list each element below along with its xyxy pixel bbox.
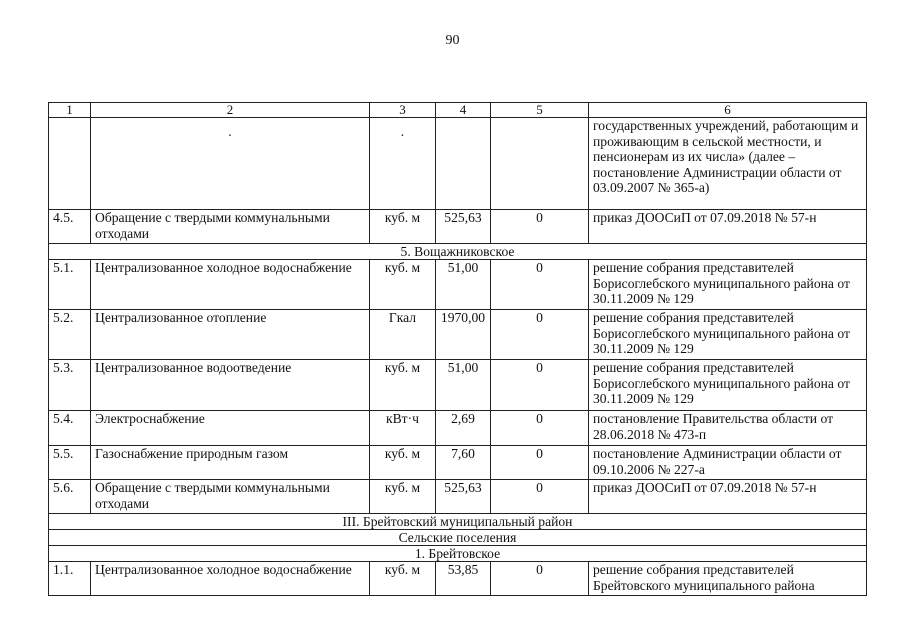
cell-value: 51,00 [436, 360, 491, 411]
table-row [49, 360, 867, 411]
cell-num: 5.6. [49, 480, 91, 514]
tariff-table [48, 102, 867, 596]
cell-value: 2,69 [436, 411, 491, 446]
cell-basis: государственных учреждений, работающим и проживающим в сельской местности, и пенсионерам из их числа» (далее – постановление Администрации области от 03.09.2007 № 365-а) [589, 118, 867, 210]
cell-num: 5.1. [49, 260, 91, 310]
section-title: 5. Вощажниковское [49, 244, 867, 260]
cell-col5 [491, 118, 589, 210]
cell-num: 5.2. [49, 310, 91, 360]
cell-unit: куб. м [370, 360, 436, 411]
section-title: Сельские поселения [49, 530, 867, 546]
cell-basis: решение собрания представителей Борисоглебского муниципального района от 30.11.2009 № 129 [589, 360, 867, 411]
cell-basis: постановление Правительства области от 28.06.2018 № 473-п [589, 411, 867, 446]
table-row [49, 210, 867, 244]
page-number: 90 [445, 33, 460, 48]
table-row [49, 260, 867, 310]
cell-col5: 0 [491, 446, 589, 480]
cell-num: 4.5. [49, 210, 91, 244]
stray-mark: . [228, 124, 232, 139]
cell-unit: куб. м [370, 260, 436, 310]
cell-col5: 0 [491, 480, 589, 514]
cell-basis: решение собрания представителей Борисоглебского муниципального района от 30.11.2009 № 129 [589, 260, 867, 310]
cell-num: 5.3. [49, 360, 91, 411]
cell-service: Обращение с твердыми коммунальными отходами [91, 210, 370, 244]
cell-service: Обращение с твердыми коммунальными отходами [91, 480, 370, 514]
header-cell: 1 [49, 103, 91, 118]
stray-mark: . [400, 124, 405, 139]
section-row [49, 546, 867, 562]
cell-service: Газоснабжение природным газом [91, 446, 370, 480]
cell-basis: решение собрания представителей Брейтовского муниципального района [589, 562, 867, 596]
cell-service: Централизованное отопление [91, 310, 370, 360]
header-cell: 6 [589, 103, 867, 118]
cell-unit: куб. м [370, 210, 436, 244]
cell-basis: приказ ДООСиП от 07.09.2018 № 57-н [589, 210, 867, 244]
section-row [49, 244, 867, 260]
cell-basis: приказ ДООСиП от 07.09.2018 № 57-н [589, 480, 867, 514]
cell-value: 1970,00 [436, 310, 491, 360]
table-row [49, 411, 867, 446]
cell-value [436, 118, 491, 210]
header-cell: 4 [436, 103, 491, 118]
cell-basis: решение собрания представителей Борисоглебского муниципального района от 30.11.2009 № 129 [589, 310, 867, 360]
cell-unit: куб. м [370, 480, 436, 514]
section-title: III. Брейтовский муниципальный район [49, 514, 867, 530]
cell-num [49, 118, 91, 210]
section-row [49, 514, 867, 530]
cell-num: 5.5. [49, 446, 91, 480]
header-cell: 3 [370, 103, 436, 118]
cell-unit: куб. м [370, 446, 436, 480]
cell-service: Электроснабжение [91, 411, 370, 446]
table-row-continuation [49, 118, 867, 210]
table-row [49, 562, 867, 596]
header-cell: 2 [91, 103, 370, 118]
cell-num: 1.1. [49, 562, 91, 596]
cell-basis: постановление Администрации области от 09.10.2006 № 227-а [589, 446, 867, 480]
cell-unit: кВт·ч [370, 411, 436, 446]
table-row [49, 480, 867, 514]
cell-unit: Гкал [370, 310, 436, 360]
cell-value: 7,60 [436, 446, 491, 480]
cell-col5: 0 [491, 411, 589, 446]
cell-col5: 0 [491, 310, 589, 360]
cell-num: 5.4. [49, 411, 91, 446]
cell-service [91, 118, 370, 210]
table-row [49, 446, 867, 480]
cell-value: 525,63 [436, 210, 491, 244]
table-header-row [49, 103, 867, 118]
header-cell: 5 [491, 103, 589, 118]
section-row [49, 530, 867, 546]
cell-col5: 0 [491, 562, 589, 596]
cell-service: Централизованное водоотведение [91, 360, 370, 411]
cell-value: 51,00 [436, 260, 491, 310]
section-title: 1. Брейтовское [49, 546, 867, 562]
table-row [49, 310, 867, 360]
cell-unit: куб. м [370, 562, 436, 596]
cell-service: Централизованное холодное водоснабжение [91, 562, 370, 596]
cell-value: 525,63 [436, 480, 491, 514]
cell-col5: 0 [491, 210, 589, 244]
cell-service: Централизованное холодное водоснабжение [91, 260, 370, 310]
cell-col5: 0 [491, 360, 589, 411]
cell-unit [370, 118, 436, 210]
cell-value: 53,85 [436, 562, 491, 596]
cell-col5: 0 [491, 260, 589, 310]
